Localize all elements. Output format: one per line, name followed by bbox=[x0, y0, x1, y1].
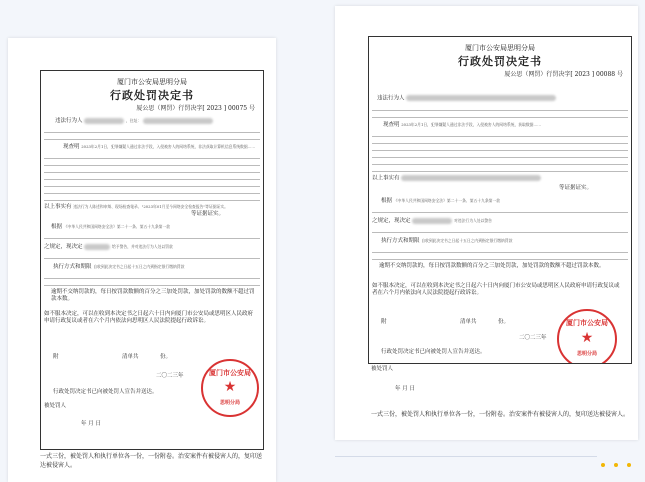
decorative-dots bbox=[597, 452, 631, 471]
left-exec-fill: 自收到此决定书之日起十五日之内到指定银行缴纳罚款 bbox=[93, 264, 185, 269]
right-document-frame bbox=[368, 36, 632, 364]
right-attach-label: 附 bbox=[381, 319, 387, 325]
right-offender-label: 违法行为人 bbox=[377, 95, 405, 102]
left-row-8 bbox=[44, 188, 260, 194]
left-decision-label: 之规定，现决定 bbox=[44, 244, 83, 250]
right-reconsider-text: 如不服本决定，可以在收到本决定书之日起六十日内向厦门市公安局或思明区人民政府申请行政复议或者在六个月内依法向人民法院提起行政诉讼。 bbox=[372, 283, 620, 296]
right-list-label: 清单共 bbox=[460, 319, 477, 325]
left-exec-label: 执行方式和期限 bbox=[53, 264, 92, 270]
right-doc-number: 厦公思（网罚）行罚决字[ 2023 ] 00088 号 bbox=[504, 71, 623, 78]
right-row-8 bbox=[372, 166, 628, 172]
dot-icon bbox=[627, 463, 631, 467]
left-basis-fill: 《中华人民共和国网络安全法》第二十一条、第五十九条第一款 bbox=[63, 224, 171, 229]
left-row-11 bbox=[44, 253, 260, 259]
dot-icon bbox=[601, 463, 605, 467]
right-decision-redaction bbox=[412, 218, 452, 224]
left-address-redaction bbox=[143, 118, 213, 124]
right-evidence-redaction bbox=[401, 175, 541, 181]
right-doc-title: 行政处罚决定书 bbox=[458, 55, 542, 68]
left-facts-fill: 2023年2月1日，犯罪嫌疑人通过非法手段，入侵被害人的网络系统，非法获取计算机信息系统数据…… bbox=[81, 144, 256, 149]
left-evidence-tail: 等证据证实。 bbox=[191, 211, 225, 217]
left-document-page bbox=[8, 38, 276, 482]
right-served-text: 行政处罚决定书已向被处罚人宣告并送达。 bbox=[381, 349, 486, 355]
left-served-text: 行政处罚决定书已向被处罚人宣告并送达。 bbox=[53, 389, 158, 395]
right-document-page bbox=[335, 6, 638, 440]
left-document-frame bbox=[40, 70, 264, 450]
left-doc-number: 厦公思（网罚）行罚决字[ 2023 ] 00075 号 bbox=[136, 105, 255, 112]
right-evidence-label: 以上事实有 bbox=[372, 175, 400, 182]
left-row-5 bbox=[44, 167, 260, 173]
left-row-4 bbox=[44, 160, 260, 166]
left-offender-redaction bbox=[84, 118, 124, 124]
right-list-unit: 份。 bbox=[498, 319, 510, 325]
left-offender-label: 违法行为人 bbox=[55, 118, 83, 124]
right-row-9 bbox=[372, 207, 628, 213]
right-row-12 bbox=[372, 254, 628, 260]
left-row-2 bbox=[44, 134, 260, 140]
right-row-4 bbox=[372, 138, 628, 144]
right-basis-label: 根据 bbox=[381, 198, 393, 204]
left-doc-title: 行政处罚决定书 bbox=[110, 89, 194, 102]
left-row-3 bbox=[44, 153, 260, 159]
right-row-7 bbox=[372, 159, 628, 165]
left-row-10 bbox=[44, 233, 260, 239]
right-row-3 bbox=[372, 131, 628, 137]
right-footer-note: 一式三份，被处罚人和执行单位各一份，一份附卷。治安案件有被侵害人的，复印送达被侵害人。 bbox=[371, 411, 630, 418]
right-row-11 bbox=[372, 247, 628, 253]
left-recipient-label: 被处罚人 bbox=[44, 403, 67, 409]
dot-icon bbox=[614, 463, 618, 467]
left-offender-fill: ，住址： bbox=[126, 118, 142, 123]
left-footer-note: 一式三份，被处罚人和执行单位各一份，一份附卷。治安案件有被侵害人的，复印送达被侵害人。 bbox=[40, 453, 263, 469]
right-recipient-label: 被处罚人 bbox=[371, 366, 394, 372]
left-decision-fill: 给予警告，并对违法行为人处以罚款 bbox=[112, 244, 173, 249]
left-row-6 bbox=[44, 174, 260, 180]
right-row-6 bbox=[372, 152, 628, 158]
right-offender-redaction bbox=[406, 95, 556, 101]
left-org-name: 厦门市公安局思明分局 bbox=[117, 78, 187, 86]
right-exec-label: 执行方式和期限 bbox=[381, 238, 420, 244]
left-evidence-label: 以上事实有 bbox=[44, 204, 72, 210]
star-icon: ★ bbox=[580, 330, 594, 346]
right-row-1 bbox=[372, 105, 628, 111]
left-row-1 bbox=[44, 127, 260, 133]
left-facts-label: 现查明 bbox=[63, 144, 80, 150]
right-exec-fill: 自收到此决定书之日起十五日之内到指定银行缴纳罚款 bbox=[421, 238, 513, 243]
right-official-seal bbox=[557, 309, 617, 364]
divider-line bbox=[335, 456, 597, 457]
left-list-label: 清单共 bbox=[122, 354, 139, 360]
left-basis-label: 根据 bbox=[51, 224, 63, 230]
left-row-13 bbox=[44, 280, 260, 286]
right-basis-fill: 《中华人民共和国网络安全法》第二十一条、第五十九条第一款 bbox=[393, 198, 501, 203]
right-row-10 bbox=[372, 227, 628, 233]
right-seal-bottom-text: 思明分局 bbox=[576, 351, 597, 357]
right-facts-fill: 2023年2月1日，犯罪嫌疑人通过非法手段，入侵被害人的网络系统，获取数据…… bbox=[401, 122, 542, 127]
right-overdue-text: 逾期不交纳罚款的，每日按罚款数额的百分之三加处罚款，加处罚款的数额不超过罚款本数。 bbox=[379, 263, 605, 269]
left-official-seal bbox=[201, 359, 259, 417]
right-seal-top-text: 厦门市公安局 bbox=[566, 318, 608, 327]
left-list-unit: 份。 bbox=[160, 354, 172, 360]
right-evidence-tail: 等证据证实。 bbox=[559, 185, 593, 191]
left-decision-redaction bbox=[84, 244, 110, 250]
left-overdue-text: 逾期不交纳罚款的，每日按罚款数额的百分之三加处罚款，加处罚款的数额不超过罚款本数。 bbox=[51, 289, 255, 302]
left-attach-label: 附 bbox=[53, 354, 59, 360]
right-row-2 bbox=[372, 112, 628, 118]
right-date: 二〇二三年 bbox=[519, 335, 547, 341]
left-evidence-fill: 违法行为人陈述和申辩、现场检查笔录、"2023年01月至今网络安全检查报告"等证据证实。 bbox=[73, 204, 228, 209]
star-icon: ★ bbox=[223, 379, 237, 395]
right-org-name: 厦门市公安局思明分局 bbox=[465, 44, 535, 52]
right-decision-label: 之规定，现决定 bbox=[372, 218, 411, 224]
left-seal-top-text: 厦门市公安局 bbox=[209, 368, 251, 377]
right-facts-label: 现查明 bbox=[383, 122, 400, 128]
left-row-12 bbox=[44, 273, 260, 279]
right-ymd: 年 月 日 bbox=[395, 386, 415, 392]
right-decision-fill: 对违法行为人处以警告 bbox=[454, 218, 492, 223]
left-ymd: 年 月 日 bbox=[81, 421, 101, 427]
left-row-7 bbox=[44, 181, 260, 187]
left-seal-bottom-text: 思明分局 bbox=[219, 400, 240, 406]
left-date: 二〇二三年 bbox=[156, 373, 184, 379]
left-reconsider-text: 如不服本决定，可以在收到本决定书之日起六十日内向厦门市公安局或思明区人民政府申请行政复议或者在六个月内依法向思明区人民法院提起行政诉讼。 bbox=[44, 311, 254, 324]
right-row-5 bbox=[372, 145, 628, 151]
left-row-9 bbox=[44, 195, 260, 201]
